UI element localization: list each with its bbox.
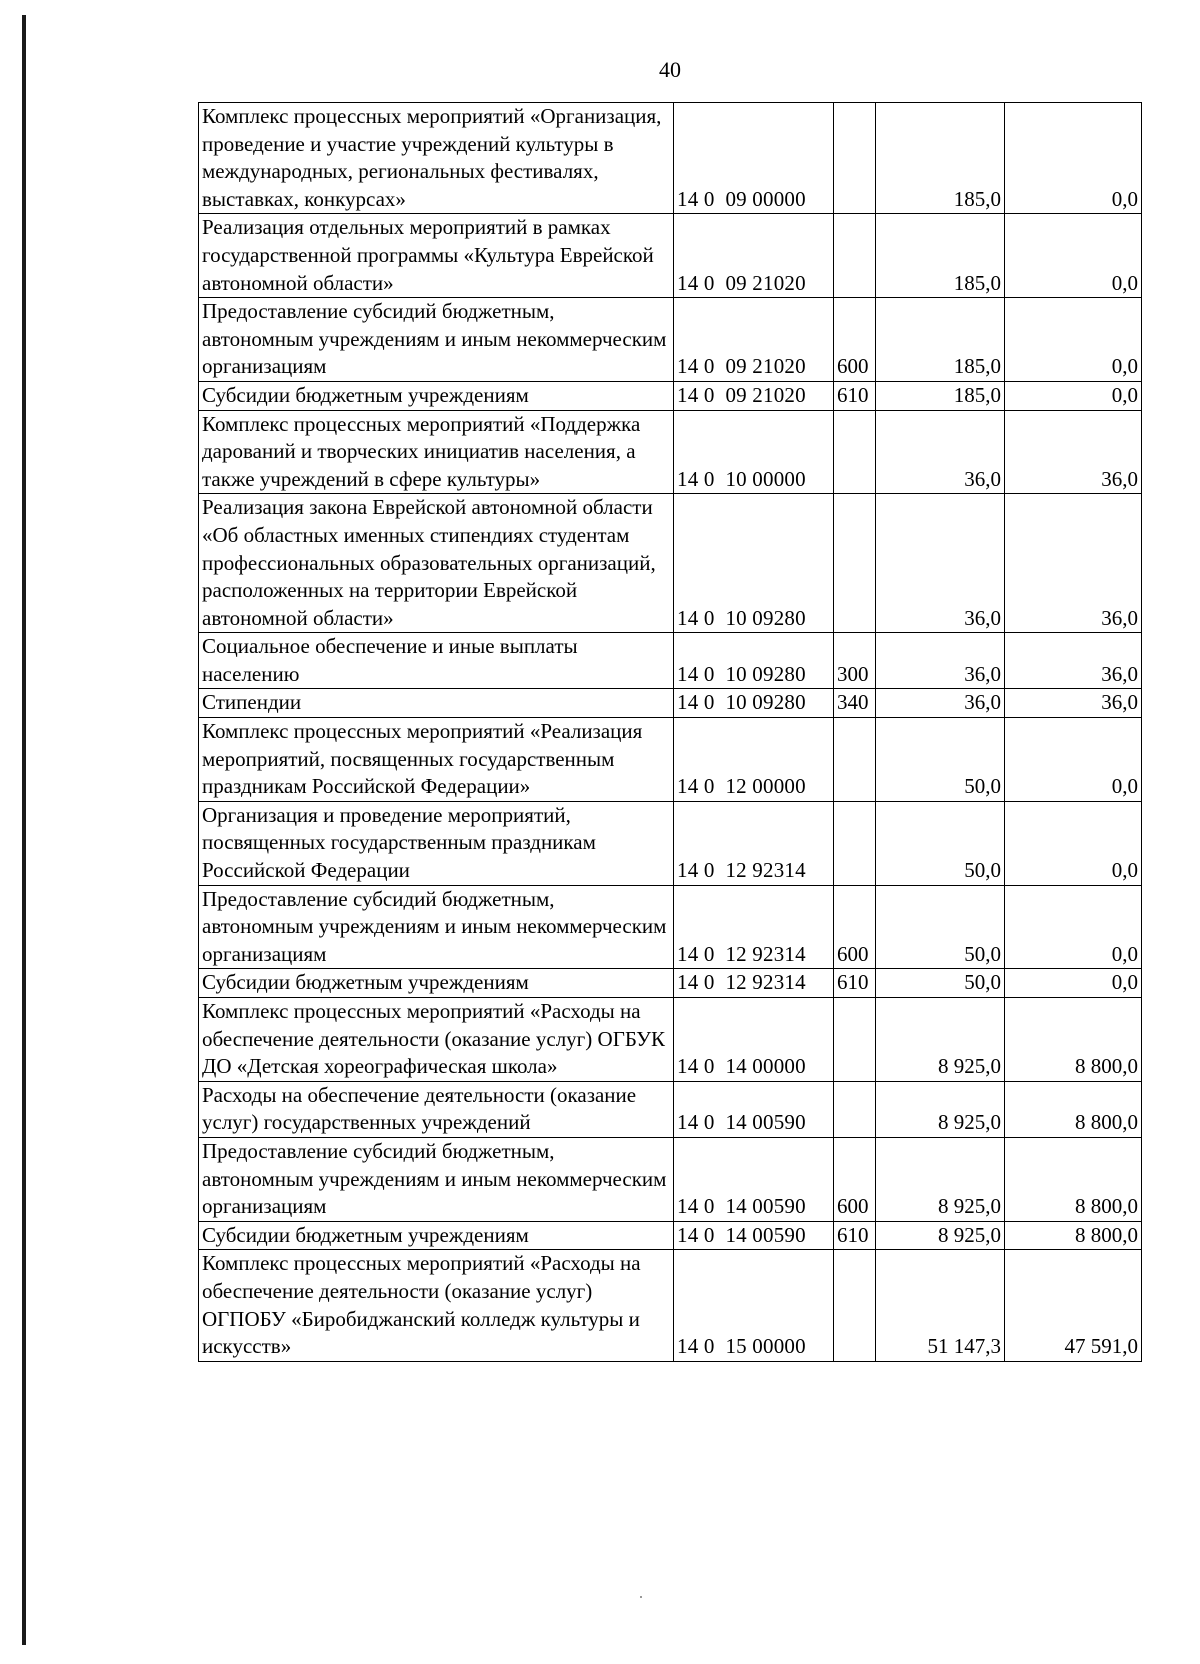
- amount-year1-cell: 185,0: [876, 103, 1005, 214]
- expense-type-code-cell: [834, 103, 876, 214]
- table-row: [199, 103, 1142, 214]
- table-row: [199, 1250, 1142, 1361]
- table-row: [199, 298, 1142, 382]
- amount-year2-cell: 47 591,0: [1005, 1250, 1142, 1361]
- amount-year2-cell: 8 800,0: [1005, 1081, 1142, 1137]
- target-article-code-cell: 14 0 14 00000: [674, 998, 834, 1082]
- expense-type-code-cell: 300: [834, 633, 876, 689]
- table-row: [199, 214, 1142, 298]
- target-article-code-cell: 14 0 12 92314: [674, 801, 834, 885]
- target-article-code-cell: 14 0 09 21020: [674, 381, 834, 410]
- expense-name-cell: Субсидии бюджетным учреждениям: [199, 1221, 674, 1250]
- expense-type-code-cell: [834, 494, 876, 633]
- expense-name-cell: Комплекс процессных мероприятий «Реализация мероприятий, посвященных государственным праздникам Российской Федерации»: [199, 718, 674, 802]
- amount-year2-cell: 0,0: [1005, 381, 1142, 410]
- target-article-code-cell: 14 0 14 00590: [674, 1137, 834, 1221]
- amount-year2-cell: 0,0: [1005, 214, 1142, 298]
- amount-year1-cell: 36,0: [876, 689, 1005, 718]
- table-row: [199, 718, 1142, 802]
- target-article-code-cell: 14 0 10 09280: [674, 633, 834, 689]
- target-article-code-cell: 14 0 10 09280: [674, 689, 834, 718]
- amount-year1-cell: 50,0: [876, 718, 1005, 802]
- amount-year2-cell: 0,0: [1005, 103, 1142, 214]
- amount-year1-cell: 51 147,3: [876, 1250, 1005, 1361]
- expense-type-code-cell: [834, 801, 876, 885]
- amount-year1-cell: 185,0: [876, 381, 1005, 410]
- target-article-code-cell: 14 0 14 00590: [674, 1221, 834, 1250]
- expense-type-code-cell: 610: [834, 1221, 876, 1250]
- amount-year2-cell: 8 800,0: [1005, 1221, 1142, 1250]
- amount-year1-cell: 50,0: [876, 801, 1005, 885]
- expense-name-cell: Стипендии: [199, 689, 674, 718]
- expense-name-cell: Предоставление субсидий бюджетным, автономным учреждениям и иным некоммерческим организациям: [199, 298, 674, 382]
- table-row: [199, 885, 1142, 969]
- table-row: [199, 1137, 1142, 1221]
- table-row: [199, 998, 1142, 1082]
- expense-type-code-cell: 600: [834, 885, 876, 969]
- expense-name-cell: Комплекс процессных мероприятий «Расходы на обеспечение деятельности (оказание услуг) ОГБУК ДО «Детская хореографическая школа»: [199, 998, 674, 1082]
- target-article-code-cell: 14 0 12 00000: [674, 718, 834, 802]
- expense-name-cell: Субсидии бюджетным учреждениям: [199, 969, 674, 998]
- budget-table: [198, 102, 1142, 1362]
- amount-year2-cell: 36,0: [1005, 494, 1142, 633]
- amount-year1-cell: 8 925,0: [876, 1221, 1005, 1250]
- expense-name-cell: Предоставление субсидий бюджетным, автономным учреждениям и иным некоммерческим организациям: [199, 885, 674, 969]
- amount-year1-cell: 185,0: [876, 298, 1005, 382]
- expense-type-code-cell: 600: [834, 298, 876, 382]
- expense-type-code-cell: 610: [834, 969, 876, 998]
- amount-year2-cell: 0,0: [1005, 885, 1142, 969]
- expense-type-code-cell: 610: [834, 381, 876, 410]
- amount-year2-cell: 8 800,0: [1005, 998, 1142, 1082]
- target-article-code-cell: 14 0 14 00590: [674, 1081, 834, 1137]
- amount-year1-cell: 50,0: [876, 885, 1005, 969]
- binding-margin-line: [22, 15, 26, 1645]
- target-article-code-cell: 14 0 12 92314: [674, 885, 834, 969]
- table-row: [199, 494, 1142, 633]
- amount-year1-cell: 36,0: [876, 494, 1005, 633]
- amount-year2-cell: 0,0: [1005, 298, 1142, 382]
- expense-name-cell: Социальное обеспечение и иные выплаты населению: [199, 633, 674, 689]
- amount-year2-cell: 0,0: [1005, 801, 1142, 885]
- amount-year1-cell: 36,0: [876, 410, 1005, 494]
- table-row: [199, 633, 1142, 689]
- expense-name-cell: Субсидии бюджетным учреждениям: [199, 381, 674, 410]
- expense-name-cell: Комплекс процессных мероприятий «Организация, проведение и участие учреждений культуры в международных, региональных фестивалях, выставках, конкурсах»: [199, 103, 674, 214]
- amount-year1-cell: 36,0: [876, 633, 1005, 689]
- expense-type-code-cell: 600: [834, 1137, 876, 1221]
- expense-type-code-cell: [834, 1081, 876, 1137]
- expense-type-code-cell: [834, 1250, 876, 1361]
- target-article-code-cell: 14 0 09 00000: [674, 103, 834, 214]
- amount-year1-cell: 8 925,0: [876, 998, 1005, 1082]
- amount-year1-cell: 50,0: [876, 969, 1005, 998]
- expense-type-code-cell: 340: [834, 689, 876, 718]
- expense-name-cell: Реализация закона Еврейской автономной области «Об областных именных стипендиях студентам профессиональных образовательных организаций, расположенных на территории Еврейской автономной области»: [199, 494, 674, 633]
- amount-year1-cell: 185,0: [876, 214, 1005, 298]
- amount-year2-cell: 36,0: [1005, 633, 1142, 689]
- amount-year1-cell: 8 925,0: [876, 1081, 1005, 1137]
- table-row: [199, 1221, 1142, 1250]
- expense-name-cell: Реализация отдельных мероприятий в рамках государственной программы «Культура Еврейской автономной области»: [199, 214, 674, 298]
- target-article-code-cell: 14 0 10 09280: [674, 494, 834, 633]
- expense-type-code-cell: [834, 214, 876, 298]
- amount-year2-cell: 36,0: [1005, 689, 1142, 718]
- expense-name-cell: Организация и проведение мероприятий, посвященных государственным праздникам Российской Федерации: [199, 801, 674, 885]
- target-article-code-cell: 14 0 10 00000: [674, 410, 834, 494]
- target-article-code-cell: 14 0 09 21020: [674, 214, 834, 298]
- table-row: [199, 689, 1142, 718]
- amount-year1-cell: 8 925,0: [876, 1137, 1005, 1221]
- target-article-code-cell: 14 0 12 92314: [674, 969, 834, 998]
- table-row: [199, 381, 1142, 410]
- table-row: [199, 801, 1142, 885]
- table-row: [199, 1081, 1142, 1137]
- expense-type-code-cell: [834, 718, 876, 802]
- amount-year2-cell: 36,0: [1005, 410, 1142, 494]
- target-article-code-cell: 14 0 09 21020: [674, 298, 834, 382]
- table-row: [199, 410, 1142, 494]
- expense-name-cell: Комплекс процессных мероприятий «Расходы на обеспечение деятельности (оказание услуг) ОГПОБУ «Биробиджанский колледж культуры и искусств»: [199, 1250, 674, 1361]
- expense-name-cell: Предоставление субсидий бюджетным, автономным учреждениям и иным некоммерческим организациям: [199, 1137, 674, 1221]
- expense-name-cell: Комплекс процессных мероприятий «Поддержка дарований и творческих инициатив населения, а также учреждений в сфере культуры»: [199, 410, 674, 494]
- expense-type-code-cell: [834, 998, 876, 1082]
- amount-year2-cell: 0,0: [1005, 969, 1142, 998]
- table-row: [199, 969, 1142, 998]
- expense-name-cell: Расходы на обеспечение деятельности (оказание услуг) государственных учреждений: [199, 1081, 674, 1137]
- amount-year2-cell: 8 800,0: [1005, 1137, 1142, 1221]
- target-article-code-cell: 14 0 15 00000: [674, 1250, 834, 1361]
- expense-type-code-cell: [834, 410, 876, 494]
- amount-year2-cell: 0,0: [1005, 718, 1142, 802]
- budget-table-body: [199, 103, 1142, 1362]
- scan-artifact-dot: [640, 1596, 642, 1598]
- page-number: 40: [659, 57, 681, 82]
